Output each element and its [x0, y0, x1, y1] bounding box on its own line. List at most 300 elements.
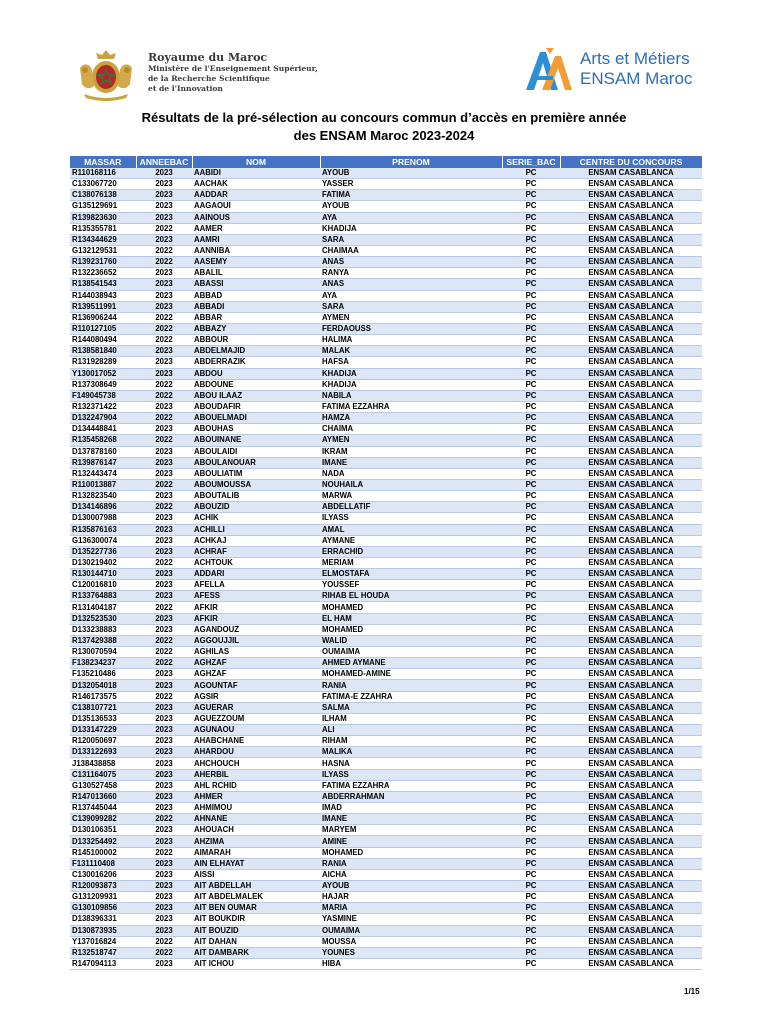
table-row: [70, 245, 702, 256]
cell-nom: AGOUNTAF: [192, 680, 320, 691]
table-row: [70, 814, 702, 825]
cell-prenom: HASNA: [320, 758, 502, 769]
cell-centre: ENSAM CASABLANCA: [560, 691, 702, 702]
cell-nom: AHNANE: [192, 814, 320, 825]
cell-serie-bac: PC: [502, 535, 560, 546]
table-row: [70, 858, 702, 869]
cell-massar: R132443474: [70, 468, 136, 479]
cell-anneebac: 2022: [136, 502, 192, 513]
cell-serie-bac: PC: [502, 725, 560, 736]
table-row: [70, 869, 702, 880]
cell-nom: ABOULAIDI: [192, 446, 320, 457]
cell-anneebac: 2023: [136, 279, 192, 290]
cell-anneebac: 2023: [136, 524, 192, 535]
cell-massar: D132054018: [70, 680, 136, 691]
cell-centre: ENSAM CASABLANCA: [560, 346, 702, 357]
table-row: [70, 736, 702, 747]
cell-serie-bac: PC: [502, 557, 560, 568]
cell-prenom: IMAD: [320, 803, 502, 814]
cell-centre: ENSAM CASABLANCA: [560, 357, 702, 368]
cell-centre: ENSAM CASABLANCA: [560, 335, 702, 346]
cell-anneebac: 2023: [136, 914, 192, 925]
cell-serie-bac: PC: [502, 245, 560, 256]
cell-nom: ACHIK: [192, 513, 320, 524]
cell-serie-bac: PC: [502, 591, 560, 602]
cell-serie-bac: PC: [502, 647, 560, 658]
cell-prenom: ILYASS: [320, 769, 502, 780]
cell-serie-bac: PC: [502, 524, 560, 535]
cell-anneebac: 2022: [136, 936, 192, 947]
table-row: [70, 513, 702, 524]
cell-nom: AIT BOUZID: [192, 925, 320, 936]
table-row: [70, 312, 702, 323]
cell-massar: R120093873: [70, 881, 136, 892]
cell-massar: R133764883: [70, 591, 136, 602]
cell-prenom: EL HAM: [320, 613, 502, 624]
cell-prenom: HAFSA: [320, 357, 502, 368]
cell-centre: ENSAM CASABLANCA: [560, 546, 702, 557]
cell-prenom: AMINE: [320, 836, 502, 847]
cell-prenom: MARWA: [320, 491, 502, 502]
cell-serie-bac: PC: [502, 624, 560, 635]
cell-centre: ENSAM CASABLANCA: [560, 635, 702, 646]
cell-prenom: MOHAMED: [320, 602, 502, 613]
cell-anneebac: 2023: [136, 424, 192, 435]
table-row: [70, 780, 702, 791]
cell-centre: ENSAM CASABLANCA: [560, 212, 702, 223]
column-header-anneebac: ANNEEBAC: [136, 156, 192, 168]
cell-nom: AADDAR: [192, 190, 320, 201]
cell-prenom: OUMAIMA: [320, 647, 502, 658]
cell-anneebac: 2023: [136, 803, 192, 814]
cell-centre: ENSAM CASABLANCA: [560, 535, 702, 546]
cell-nom: AIT DAMBARK: [192, 947, 320, 958]
cell-nom: AIT BEN OUMAR: [192, 903, 320, 914]
column-header-prenom: PRENOM: [320, 156, 502, 168]
table-row: [70, 413, 702, 424]
cell-nom: ABOUZID: [192, 502, 320, 513]
cell-massar: G132129531: [70, 245, 136, 256]
cell-massar: D137878160: [70, 446, 136, 457]
cell-nom: ABBADI: [192, 301, 320, 312]
cell-massar: R137308649: [70, 379, 136, 390]
cell-massar: C133067720: [70, 179, 136, 190]
cell-anneebac: 2023: [136, 780, 192, 791]
cell-massar: D133238883: [70, 624, 136, 635]
cell-anneebac: 2023: [136, 836, 192, 847]
cell-nom: ABBAD: [192, 290, 320, 301]
cell-massar: D138396331: [70, 914, 136, 925]
cell-serie-bac: PC: [502, 457, 560, 468]
cell-nom: ABOULIATIM: [192, 468, 320, 479]
table-row: [70, 502, 702, 513]
table-header-row: [70, 156, 702, 168]
cell-anneebac: 2023: [136, 190, 192, 201]
cell-centre: ENSAM CASABLANCA: [560, 925, 702, 936]
cell-nom: AIT ABDELMALEK: [192, 892, 320, 903]
cell-massar: Y130017052: [70, 368, 136, 379]
cell-anneebac: 2022: [136, 413, 192, 424]
cell-centre: ENSAM CASABLANCA: [560, 524, 702, 535]
cell-anneebac: 2023: [136, 747, 192, 758]
cell-massar: R138581840: [70, 346, 136, 357]
cell-prenom: AYA: [320, 212, 502, 223]
cell-prenom: FERDAOUSS: [320, 323, 502, 334]
table-row: [70, 825, 702, 836]
cell-anneebac: 2022: [136, 635, 192, 646]
cell-serie-bac: PC: [502, 691, 560, 702]
cell-massar: R139231760: [70, 257, 136, 268]
cell-serie-bac: PC: [502, 858, 560, 869]
cell-centre: ENSAM CASABLANCA: [560, 557, 702, 568]
cell-serie-bac: PC: [502, 491, 560, 502]
cell-nom: AIMARAH: [192, 847, 320, 858]
cell-nom: AASEMY: [192, 257, 320, 268]
cell-anneebac: 2023: [136, 301, 192, 312]
cell-serie-bac: PC: [502, 190, 560, 201]
table-row: [70, 491, 702, 502]
cell-prenom: RANIA: [320, 858, 502, 869]
cell-anneebac: 2023: [136, 179, 192, 190]
cell-nom: ABOUHAS: [192, 424, 320, 435]
cell-massar: R144038943: [70, 290, 136, 301]
cell-massar: R134344629: [70, 234, 136, 245]
cell-prenom: RANYA: [320, 268, 502, 279]
cell-centre: ENSAM CASABLANCA: [560, 479, 702, 490]
cell-serie-bac: PC: [502, 279, 560, 290]
cell-centre: ENSAM CASABLANCA: [560, 869, 702, 880]
cell-prenom: NABILA: [320, 390, 502, 401]
table-row: [70, 725, 702, 736]
cell-massar: D135227736: [70, 546, 136, 557]
cell-anneebac: 2022: [136, 245, 192, 256]
table-row: [70, 758, 702, 769]
cell-anneebac: 2023: [136, 401, 192, 412]
cell-massar: C138076138: [70, 190, 136, 201]
cell-nom: AFKIR: [192, 602, 320, 613]
cell-massar: R132518747: [70, 947, 136, 958]
cell-serie-bac: PC: [502, 179, 560, 190]
cell-massar: R132823540: [70, 491, 136, 502]
table-row: [70, 658, 702, 669]
cell-centre: ENSAM CASABLANCA: [560, 713, 702, 724]
cell-serie-bac: PC: [502, 479, 560, 490]
cell-massar: R147094113: [70, 958, 136, 969]
cell-centre: ENSAM CASABLANCA: [560, 491, 702, 502]
cell-prenom: ERRACHID: [320, 546, 502, 557]
cell-centre: ENSAM CASABLANCA: [560, 847, 702, 858]
cell-massar: F135210486: [70, 669, 136, 680]
cell-anneebac: 2023: [136, 357, 192, 368]
cell-prenom: KHADIJA: [320, 223, 502, 234]
table-row: [70, 179, 702, 190]
cell-anneebac: 2023: [136, 702, 192, 713]
cell-nom: AHOUACH: [192, 825, 320, 836]
cell-serie-bac: PC: [502, 836, 560, 847]
brand-text: [580, 49, 692, 89]
table-row: [70, 524, 702, 535]
cell-massar: D130106351: [70, 825, 136, 836]
cell-prenom: KHADIJA: [320, 368, 502, 379]
cell-anneebac: 2022: [136, 312, 192, 323]
cell-prenom: CHAIMAA: [320, 245, 502, 256]
document-title-line-2: des ENSAM Maroc 2023-2024: [293, 128, 475, 143]
cell-serie-bac: PC: [502, 468, 560, 479]
cell-massar: C139099282: [70, 814, 136, 825]
cell-centre: ENSAM CASABLANCA: [560, 179, 702, 190]
column-header-serie-bac: SERIE_BAC: [502, 156, 560, 168]
cell-serie-bac: PC: [502, 613, 560, 624]
cell-anneebac: 2023: [136, 858, 192, 869]
cell-anneebac: 2022: [136, 335, 192, 346]
cell-centre: ENSAM CASABLANCA: [560, 836, 702, 847]
cell-massar: D133254492: [70, 836, 136, 847]
cell-massar: R137429388: [70, 635, 136, 646]
cell-serie-bac: PC: [502, 635, 560, 646]
cell-nom: ABOUMOUSSA: [192, 479, 320, 490]
cell-prenom: MALAK: [320, 346, 502, 357]
cell-anneebac: 2023: [136, 680, 192, 691]
table-row: [70, 468, 702, 479]
cell-prenom: RANIA: [320, 680, 502, 691]
cell-centre: ENSAM CASABLANCA: [560, 803, 702, 814]
cell-prenom: HIBA: [320, 958, 502, 969]
cell-massar: R139511991: [70, 301, 136, 312]
cell-massar: R138541543: [70, 279, 136, 290]
cell-massar: R147013660: [70, 791, 136, 802]
cell-anneebac: 2023: [136, 457, 192, 468]
cell-serie-bac: PC: [502, 814, 560, 825]
cell-massar: C130016206: [70, 869, 136, 880]
cell-prenom: HAJAR: [320, 892, 502, 903]
cell-centre: ENSAM CASABLANCA: [560, 234, 702, 245]
cell-prenom: ILYASS: [320, 513, 502, 524]
cell-centre: ENSAM CASABLANCA: [560, 301, 702, 312]
brand-line-2: ENSAM Maroc: [580, 69, 693, 88]
table-row: [70, 591, 702, 602]
table-row: [70, 212, 702, 223]
cell-anneebac: 2022: [136, 602, 192, 613]
cell-nom: ABBOUR: [192, 335, 320, 346]
cell-serie-bac: PC: [502, 446, 560, 457]
cell-serie-bac: PC: [502, 780, 560, 791]
cell-serie-bac: PC: [502, 769, 560, 780]
cell-serie-bac: PC: [502, 803, 560, 814]
cell-serie-bac: PC: [502, 268, 560, 279]
cell-centre: ENSAM CASABLANCA: [560, 379, 702, 390]
cell-anneebac: 2023: [136, 580, 192, 591]
cell-serie-bac: PC: [502, 546, 560, 557]
cell-massar: R146173575: [70, 691, 136, 702]
cell-centre: ENSAM CASABLANCA: [560, 858, 702, 869]
cell-nom: AGUERAR: [192, 702, 320, 713]
cell-nom: AGHZAF: [192, 658, 320, 669]
cell-serie-bac: PC: [502, 201, 560, 212]
cell-massar: C131164075: [70, 769, 136, 780]
cell-anneebac: 2023: [136, 881, 192, 892]
table-row: [70, 713, 702, 724]
table-row: [70, 602, 702, 613]
cell-prenom: MOHAMED: [320, 624, 502, 635]
cell-nom: AACHAK: [192, 179, 320, 190]
cell-massar: C138107721: [70, 702, 136, 713]
cell-prenom: MERIAM: [320, 557, 502, 568]
cell-nom: AHCHOUCH: [192, 758, 320, 769]
cell-centre: ENSAM CASABLANCA: [560, 758, 702, 769]
table-row: [70, 234, 702, 245]
cell-massar: G136300074: [70, 535, 136, 546]
table-row: [70, 791, 702, 802]
cell-serie-bac: PC: [502, 847, 560, 858]
table-row: [70, 691, 702, 702]
document-title-line-1: Résultats de la pré-sélection au concours commun d’accès en première année: [141, 110, 627, 125]
cell-prenom: ALI: [320, 725, 502, 736]
table-row: [70, 424, 702, 435]
cell-anneebac: 2023: [136, 201, 192, 212]
table-row: [70, 892, 702, 903]
cell-massar: Y137016824: [70, 936, 136, 947]
table-row: [70, 936, 702, 947]
cell-centre: ENSAM CASABLANCA: [560, 624, 702, 635]
ministry-text: [148, 51, 318, 94]
cell-serie-bac: PC: [502, 580, 560, 591]
cell-serie-bac: PC: [502, 713, 560, 724]
cell-serie-bac: PC: [502, 502, 560, 513]
cell-prenom: IMANE: [320, 814, 502, 825]
cell-centre: ENSAM CASABLANCA: [560, 669, 702, 680]
table-row: [70, 479, 702, 490]
cell-anneebac: 2023: [136, 736, 192, 747]
cell-nom: AHMIMOU: [192, 803, 320, 814]
cell-anneebac: 2023: [136, 624, 192, 635]
table-row: [70, 323, 702, 334]
cell-massar: R130070594: [70, 647, 136, 658]
cell-massar: R144080494: [70, 335, 136, 346]
kingdom-name: Royaume du Maroc: [148, 51, 268, 64]
cell-nom: AIN ELHAYAT: [192, 858, 320, 869]
cell-centre: ENSAM CASABLANCA: [560, 368, 702, 379]
cell-centre: ENSAM CASABLANCA: [560, 424, 702, 435]
cell-nom: AANNIBA: [192, 245, 320, 256]
cell-serie-bac: PC: [502, 390, 560, 401]
cell-prenom: NADA: [320, 468, 502, 479]
cell-nom: ABALIL: [192, 268, 320, 279]
cell-centre: ENSAM CASABLANCA: [560, 390, 702, 401]
cell-nom: AGHILAS: [192, 647, 320, 658]
cell-anneebac: 2022: [136, 947, 192, 958]
cell-serie-bac: PC: [502, 936, 560, 947]
cell-prenom: AYMANE: [320, 535, 502, 546]
cell-centre: ENSAM CASABLANCA: [560, 290, 702, 301]
cell-centre: ENSAM CASABLANCA: [560, 613, 702, 624]
cell-prenom: MOHAMED-AMINE: [320, 669, 502, 680]
cell-nom: ABOUINANE: [192, 435, 320, 446]
cell-centre: ENSAM CASABLANCA: [560, 591, 702, 602]
cell-prenom: AYOUB: [320, 168, 502, 179]
cell-centre: ENSAM CASABLANCA: [560, 223, 702, 234]
cell-prenom: WALID: [320, 635, 502, 646]
cell-prenom: KHADIJA: [320, 379, 502, 390]
cell-anneebac: 2022: [136, 323, 192, 334]
cell-anneebac: 2023: [136, 513, 192, 524]
cell-nom: AGUEZZOUM: [192, 713, 320, 724]
cell-anneebac: 2023: [136, 212, 192, 223]
cell-serie-bac: PC: [502, 680, 560, 691]
cell-centre: ENSAM CASABLANCA: [560, 580, 702, 591]
table-row: [70, 624, 702, 635]
cell-centre: ENSAM CASABLANCA: [560, 446, 702, 457]
cell-serie-bac: PC: [502, 736, 560, 747]
table-row: [70, 368, 702, 379]
cell-prenom: NOUHAILA: [320, 479, 502, 490]
cell-anneebac: 2023: [136, 535, 192, 546]
cell-nom: AGUNAOU: [192, 725, 320, 736]
cell-centre: ENSAM CASABLANCA: [560, 791, 702, 802]
cell-massar: R139876147: [70, 457, 136, 468]
cell-massar: R135355781: [70, 223, 136, 234]
table-row: [70, 847, 702, 858]
cell-prenom: ABDERRAHMAN: [320, 791, 502, 802]
cell-prenom: FATIMA-E ZZAHRA: [320, 691, 502, 702]
table-row: [70, 769, 702, 780]
cell-massar: C120016810: [70, 580, 136, 591]
cell-prenom: MARYEM: [320, 825, 502, 836]
cell-centre: ENSAM CASABLANCA: [560, 680, 702, 691]
cell-prenom: MOUSSA: [320, 936, 502, 947]
cell-serie-bac: PC: [502, 669, 560, 680]
cell-nom: AFELLA: [192, 580, 320, 591]
cell-serie-bac: PC: [502, 791, 560, 802]
cell-massar: R120050697: [70, 736, 136, 747]
cell-massar: R130144710: [70, 569, 136, 580]
cell-massar: R131404187: [70, 602, 136, 613]
cell-centre: ENSAM CASABLANCA: [560, 881, 702, 892]
cell-nom: ABDERRAZIK: [192, 357, 320, 368]
cell-massar: R110168116: [70, 168, 136, 179]
cell-serie-bac: PC: [502, 357, 560, 368]
cell-massar: D134146896: [70, 502, 136, 513]
cell-centre: ENSAM CASABLANCA: [560, 658, 702, 669]
cell-anneebac: 2023: [136, 468, 192, 479]
column-header-centre: CENTRE DU CONCOURS: [560, 156, 702, 168]
cell-centre: ENSAM CASABLANCA: [560, 647, 702, 658]
cell-prenom: ANAS: [320, 279, 502, 290]
cell-centre: ENSAM CASABLANCA: [560, 502, 702, 513]
cell-prenom: HALIMA: [320, 335, 502, 346]
cell-centre: ENSAM CASABLANCA: [560, 312, 702, 323]
cell-serie-bac: PC: [502, 257, 560, 268]
cell-prenom: AYA: [320, 290, 502, 301]
cell-anneebac: 2023: [136, 346, 192, 357]
cell-prenom: MARIA: [320, 903, 502, 914]
cell-serie-bac: PC: [502, 869, 560, 880]
table-row: [70, 390, 702, 401]
cell-anneebac: 2023: [136, 368, 192, 379]
cell-anneebac: 2022: [136, 390, 192, 401]
cell-prenom: AMAL: [320, 524, 502, 535]
cell-nom: ABOUDAFIR: [192, 401, 320, 412]
cell-nom: AGGOUJJIL: [192, 635, 320, 646]
cell-nom: ABBAZY: [192, 323, 320, 334]
cell-anneebac: 2023: [136, 825, 192, 836]
cell-nom: ABOUTALIB: [192, 491, 320, 502]
cell-anneebac: 2023: [136, 958, 192, 969]
cell-centre: ENSAM CASABLANCA: [560, 569, 702, 580]
cell-serie-bac: PC: [502, 602, 560, 613]
cell-prenom: YASSER: [320, 179, 502, 190]
cell-prenom: SARA: [320, 234, 502, 245]
cell-serie-bac: PC: [502, 758, 560, 769]
